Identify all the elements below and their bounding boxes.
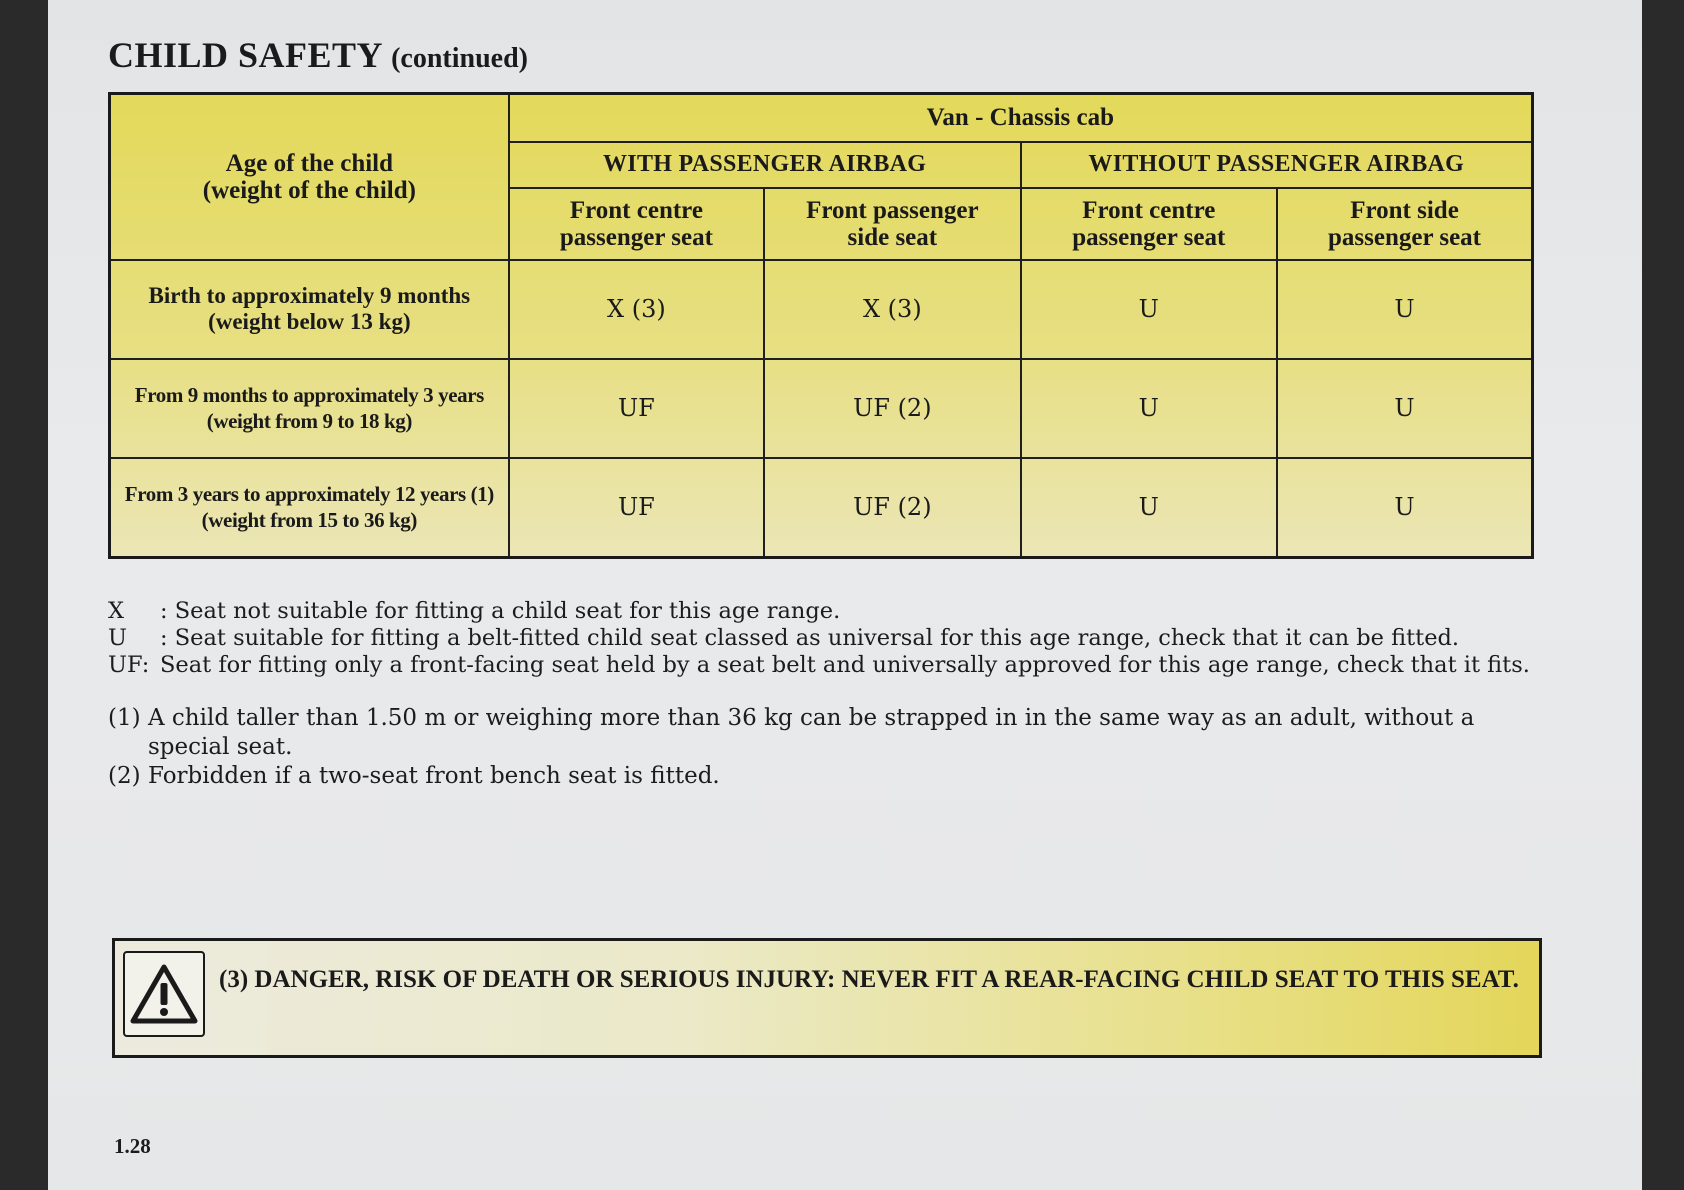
legend-text: Seat for fitting only a front-facing seat held by a seat belt and universally approved for this age range, check that it fits. bbox=[160, 652, 1530, 678]
age-header-cell bbox=[110, 94, 509, 260]
table-cell: X (3) bbox=[764, 260, 1020, 359]
without-airbag-header: WITHOUT PASSENGER AIRBAG bbox=[1021, 142, 1533, 188]
page-number: 1.28 bbox=[114, 1134, 151, 1158]
table-cell: U bbox=[1021, 260, 1277, 359]
row-label bbox=[110, 260, 509, 359]
seat-header-line: Front passenger bbox=[806, 196, 979, 224]
page-title-main: CHILD SAFETY bbox=[108, 35, 384, 75]
weight-header: (weight of the child) bbox=[202, 176, 416, 204]
table-cell: U bbox=[1277, 359, 1532, 458]
table-cell: UF (2) bbox=[764, 458, 1020, 558]
seat-header-line: side seat bbox=[847, 223, 938, 251]
seat-header-1 bbox=[509, 188, 764, 260]
footnote-key: (2) bbox=[108, 763, 141, 789]
legend bbox=[108, 598, 1538, 679]
age-header: Age of the child bbox=[225, 149, 394, 177]
legend-key: X bbox=[108, 598, 125, 624]
row-label bbox=[110, 359, 509, 458]
table-cell: UF (2) bbox=[764, 359, 1020, 458]
legend-item bbox=[108, 625, 1538, 652]
page-title bbox=[108, 34, 528, 76]
legend-text: : Seat suitable for fitting a belt-fitted child seat classed as universal for this age range, check that it can be fitted. bbox=[160, 625, 1460, 651]
row-weight: (weight from 9 to 18 kg) bbox=[206, 409, 412, 434]
table-cell: UF bbox=[509, 359, 764, 458]
page-title-suffix: (continued) bbox=[391, 43, 528, 74]
table-cell: U bbox=[1277, 458, 1532, 558]
with-airbag-header: WITH PASSENGER AIRBAG bbox=[509, 142, 1021, 188]
table-cell: U bbox=[1277, 260, 1532, 359]
table-row bbox=[110, 260, 1533, 359]
table-row bbox=[110, 359, 1533, 458]
seat-header-line: passenger seat bbox=[1328, 223, 1482, 251]
legend-key: UF: bbox=[108, 652, 150, 678]
footnotes bbox=[108, 704, 1548, 791]
row-label bbox=[110, 458, 509, 558]
row-age: From 9 months to approximately 3 years bbox=[134, 383, 484, 408]
footnote-text: A child taller than 1.50 m or weighing more than 36 kg can be strapped in in the same way as an adult, without a special seat. bbox=[148, 705, 1475, 760]
legend-text: : Seat not suitable for fitting a child seat for this age range. bbox=[160, 598, 841, 624]
footnote-key: (1) bbox=[108, 705, 141, 731]
table-cell: X (3) bbox=[509, 260, 764, 359]
seat-header-4 bbox=[1277, 188, 1532, 260]
footnote-text: Forbidden if a two-seat front bench seat is fitted. bbox=[148, 763, 720, 789]
seat-header-line: Front side bbox=[1350, 196, 1459, 224]
table-cell: U bbox=[1021, 359, 1277, 458]
footnote bbox=[108, 704, 1548, 762]
row-age: Birth to approximately 9 months bbox=[148, 283, 471, 309]
seat-header-line: Front centre bbox=[1082, 196, 1216, 224]
danger-text: (3) DANGER, RISK OF DEATH OR SERIOUS INJURY: NEVER FIT A REAR-FACING CHILD SEAT TO THIS SEAT. bbox=[219, 966, 1519, 993]
legend-key: U bbox=[108, 625, 127, 651]
seat-header-2 bbox=[764, 188, 1020, 260]
legend-item bbox=[108, 598, 1538, 625]
legend-item bbox=[108, 652, 1538, 679]
seat-header-line: Front centre bbox=[569, 196, 703, 224]
manual-page bbox=[48, 0, 1642, 1190]
warning-triangle-icon bbox=[123, 951, 205, 1037]
seat-header-line: passenger seat bbox=[559, 223, 713, 251]
table-cell: U bbox=[1021, 458, 1277, 558]
seat-header-3 bbox=[1021, 188, 1277, 260]
row-weight: (weight from 15 to 36 kg) bbox=[201, 508, 418, 533]
table-row bbox=[110, 458, 1533, 558]
danger-warning-box bbox=[112, 938, 1542, 1058]
seat-header-line: passenger seat bbox=[1072, 223, 1226, 251]
row-age: From 3 years to approximately 12 years (1) bbox=[124, 482, 494, 507]
group-header: Van - Chassis cab bbox=[509, 94, 1533, 142]
footnote bbox=[108, 762, 1548, 791]
table-cell: UF bbox=[509, 458, 764, 558]
child-seat-table bbox=[108, 92, 1534, 559]
row-weight: (weight below 13 kg) bbox=[208, 309, 411, 335]
